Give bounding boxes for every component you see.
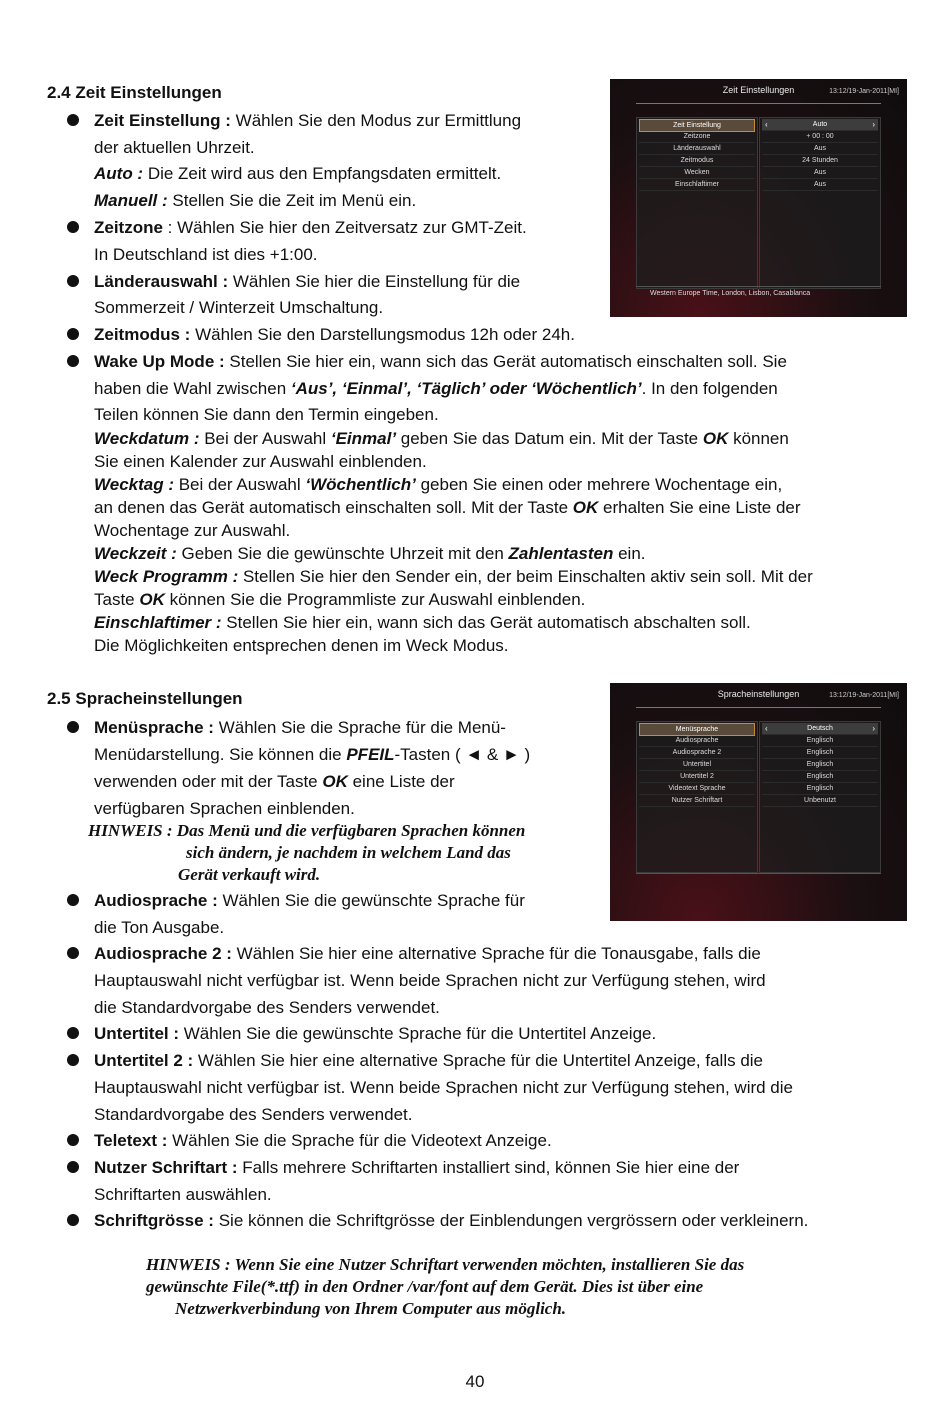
einschlaf-line2: Die Möglichkeiten entsprechen denen im Weck Modus. <box>94 636 509 655</box>
zeit-einstellung-line2: der aktuellen Uhrzeit. <box>94 138 255 157</box>
audiosprache2-line2: Hauptauswahl nicht verfügbar ist. Wenn beide Sprachen nicht zur Verfügung stehen, wird <box>94 971 766 990</box>
value-item[interactable]: + 00 : 00 <box>762 131 878 143</box>
menu-left-panel <box>636 117 758 289</box>
menu-item[interactable]: Audiosprache <box>639 735 755 747</box>
menu-left-panel <box>636 721 758 873</box>
screen-title: Zeit Einstellungen <box>722 85 795 95</box>
value-item[interactable]: ‹ Deutsch › <box>762 723 878 735</box>
menu-item[interactable]: Zeitzone <box>639 131 755 143</box>
bullet <box>67 894 79 906</box>
screen-footer: Western Europe Time, London, Lisbon, Casablanca <box>636 286 881 301</box>
weckzeit-line: Weckzeit : Geben Sie die gewünschte Uhrzeit mit den Zahlentasten ein. <box>94 544 646 563</box>
hinweis2-line2: gewünschte File(*.ttf) in den Ordner /var/font auf dem Gerät. Dies ist über eine <box>146 1277 704 1296</box>
zeitmodus-line: Zeitmodus : Wählen Sie den Darstellungsmodus 12h oder 24h. <box>94 325 575 344</box>
value-item[interactable]: Englisch <box>762 759 878 771</box>
chevron-left-icon: ‹ <box>765 120 768 129</box>
wecktag-line3: Wochentage zur Auswahl. <box>94 521 291 540</box>
bullet <box>67 355 79 367</box>
schriftgroesse-line: Schriftgrösse : Sie können die Schriftgrösse der Einblendungen vergrössern oder verkleinern. <box>94 1211 809 1230</box>
wecktag-line1: Wecktag : Bei der Auswahl ‘Wöchentlich’ geben Sie einen oder mehrere Wochentage ein, <box>94 475 783 494</box>
hinweis-line3: Gerät verkauft wird. <box>178 865 321 884</box>
menusprache-line3: verwenden oder mit der Taste OK eine Liste der <box>94 772 455 791</box>
menu-right-panel <box>759 117 881 289</box>
value-item[interactable]: ‹ Auto › <box>762 119 878 131</box>
audiosprache-line2: die Ton Ausgabe. <box>94 918 225 937</box>
audiosprache2-line3: die Standardvorgabe des Senders verwendet. <box>94 998 440 1017</box>
value-item[interactable]: Englisch <box>762 747 878 759</box>
screen-title: Spracheinstellungen <box>717 689 800 699</box>
bullet <box>67 114 79 126</box>
page-number: 40 <box>465 1372 485 1391</box>
chevron-left-icon: ‹ <box>765 724 768 733</box>
untertitel2-line2: Hauptauswahl nicht verfügbar ist. Wenn beide Sprachen nicht zur Verfügung stehen, wird die <box>94 1078 793 1097</box>
zeit-einstellung-line1: Zeit Einstellung : Wählen Sie den Modus zur Ermittlung <box>94 111 522 130</box>
section-heading-sprache: 2.5 Spracheinstellungen <box>47 689 243 708</box>
weckdatum-line1: Weckdatum : Bei der Auswahl ‘Einmal’ geben Sie das Datum ein. Mit der Taste OK können <box>94 429 789 448</box>
menu-item[interactable]: Wecken <box>639 167 755 179</box>
screen-clock: 13:12/19-Jan-2011[MI] <box>829 692 899 699</box>
bullet <box>67 1054 79 1066</box>
zeitzone-line1: Zeitzone : Wählen Sie hier den Zeitversatz zur GMT-Zeit. <box>94 218 527 237</box>
section-heading-zeit: 2.4 Zeit Einstellungen <box>47 83 222 102</box>
audiosprache2-line1: Audiosprache 2 : Wählen Sie hier eine alternative Sprache für die Tonausgabe, falls die <box>94 944 761 963</box>
manuell-line: Manuell : Stellen Sie die Zeit im Menü ein. <box>94 191 417 210</box>
bullet <box>67 1161 79 1173</box>
bullet <box>67 221 79 233</box>
menu-item[interactable]: Videotext Sprache <box>639 783 755 795</box>
menu-right-panel <box>759 721 881 873</box>
untertitel2-line1: Untertitel 2 : Wählen Sie hier eine alternative Sprache für die Untertitel Anzeige, falls die <box>94 1051 764 1070</box>
menu-item[interactable]: Nutzer Schriftart <box>639 795 755 807</box>
chevron-right-icon: › <box>872 120 875 129</box>
wakeup-line3: Teilen können Sie dann den Termin eingeben. <box>94 405 439 424</box>
schriftart-line1: Nutzer Schriftart : Falls mehrere Schriftarten installiert sind, können Sie hier eine der <box>94 1158 740 1177</box>
wakeup-line1: Wake Up Mode : Stellen Sie hier ein, wann sich das Gerät automatisch einschalten soll. Sie <box>94 352 787 371</box>
menu-item[interactable]: Untertitel 2 <box>639 771 755 783</box>
zeitzone-line2: In Deutschland ist dies +1:00. <box>94 245 318 264</box>
screenshot-spracheinstellungen <box>610 683 907 921</box>
bullet <box>67 1134 79 1146</box>
untertitel2-line3: Standardvorgabe des Senders verwendet. <box>94 1105 413 1124</box>
value-item[interactable]: Aus <box>762 143 878 155</box>
chevron-right-icon: › <box>872 724 875 733</box>
value-item[interactable]: 24 Stunden <box>762 155 878 167</box>
divider <box>636 103 881 104</box>
einschlaf-line1: Einschlaftimer : Stellen Sie hier ein, wann sich das Gerät automatisch abschalten soll. <box>94 613 751 632</box>
value-item[interactable]: Englisch <box>762 735 878 747</box>
wakeup-line2: haben die Wahl zwischen ‘Aus’, ‘Einmal’, ‘Täglich’ oder ‘Wöchentlich’. In den folgenden <box>94 379 778 398</box>
value-item[interactable]: Englisch <box>762 783 878 795</box>
schriftart-line2: Schriftarten auswählen. <box>94 1185 272 1204</box>
weckprog-line2: Taste OK können Sie die Programmliste zur Auswahl einblenden. <box>94 590 586 609</box>
menusprache-line2: Menüdarstellung. Sie können die PFEIL-Tasten ( ◄ & ► ) <box>94 745 531 764</box>
wecktag-line2: an denen das Gerät automatisch einschalten soll. Mit der Taste OK erhalten Sie eine Liste der <box>94 498 801 517</box>
menu-item[interactable]: Untertitel <box>639 759 755 771</box>
menu-item[interactable]: Zeitmodus <box>639 155 755 167</box>
screen-footer <box>636 873 881 888</box>
menu-item[interactable]: Länderauswahl <box>639 143 755 155</box>
bullet <box>67 328 79 340</box>
menusprache-line1: Menüsprache : Wählen Sie die Sprache für die Menü- <box>94 718 506 737</box>
laender-line2: Sommerzeit / Winterzeit Umschaltung. <box>94 298 384 317</box>
value-item[interactable]: Aus <box>762 167 878 179</box>
weckprog-line1: Weck Programm : Stellen Sie hier den Sender ein, der beim Einschalten aktiv sein soll. Mit der <box>94 567 813 586</box>
menu-item[interactable]: Menüsprache <box>639 723 755 736</box>
weckdatum-line2: Sie einen Kalender zur Auswahl einblenden. <box>94 452 427 471</box>
laender-line1: Länderauswahl : Wählen Sie hier die Einstellung für die <box>94 272 521 291</box>
menu-item[interactable]: Audiosprache 2 <box>639 747 755 759</box>
value-item[interactable]: Unbenutzt <box>762 795 878 807</box>
bullet <box>67 721 79 733</box>
hinweis-line1: HINWEIS : Das Menü und die verfügbaren Sprachen können <box>88 821 526 840</box>
audiosprache-line1: Audiosprache : Wählen Sie die gewünschte Sprache für <box>94 891 525 910</box>
screenshot-zeit-einstellungen <box>610 79 907 317</box>
auto-line: Auto : Die Zeit wird aus den Empfangsdaten ermittelt. <box>94 164 502 183</box>
bullet <box>67 1214 79 1226</box>
hinweis2-line1: HINWEIS : Wenn Sie eine Nutzer Schriftart verwenden möchten, installieren Sie das <box>146 1255 745 1274</box>
bullet <box>67 1027 79 1039</box>
hinweis2-line3: Netzwerkverbindung von Ihrem Computer aus möglich. <box>175 1299 567 1318</box>
screen-clock: 13:12/19-Jan-2011[MI] <box>829 88 899 95</box>
bullet <box>67 275 79 287</box>
teletext-line: Teletext : Wählen Sie die Sprache für die Videotext Anzeige. <box>94 1131 552 1150</box>
divider <box>636 707 881 708</box>
menu-item[interactable]: Zeit Einstellung <box>639 119 755 132</box>
untertitel-line: Untertitel : Wählen Sie die gewünschte Sprache für die Untertitel Anzeige. <box>94 1024 657 1043</box>
value-item[interactable]: Englisch <box>762 771 878 783</box>
menusprache-line4: verfügbaren Sprachen einblenden. <box>94 799 355 818</box>
bullet <box>67 947 79 959</box>
menu-item[interactable]: Einschlaftimer <box>639 179 755 191</box>
value-item[interactable]: Aus <box>762 179 878 191</box>
hinweis-line2: sich ändern, je nachdem in welchem Land das <box>186 843 511 862</box>
